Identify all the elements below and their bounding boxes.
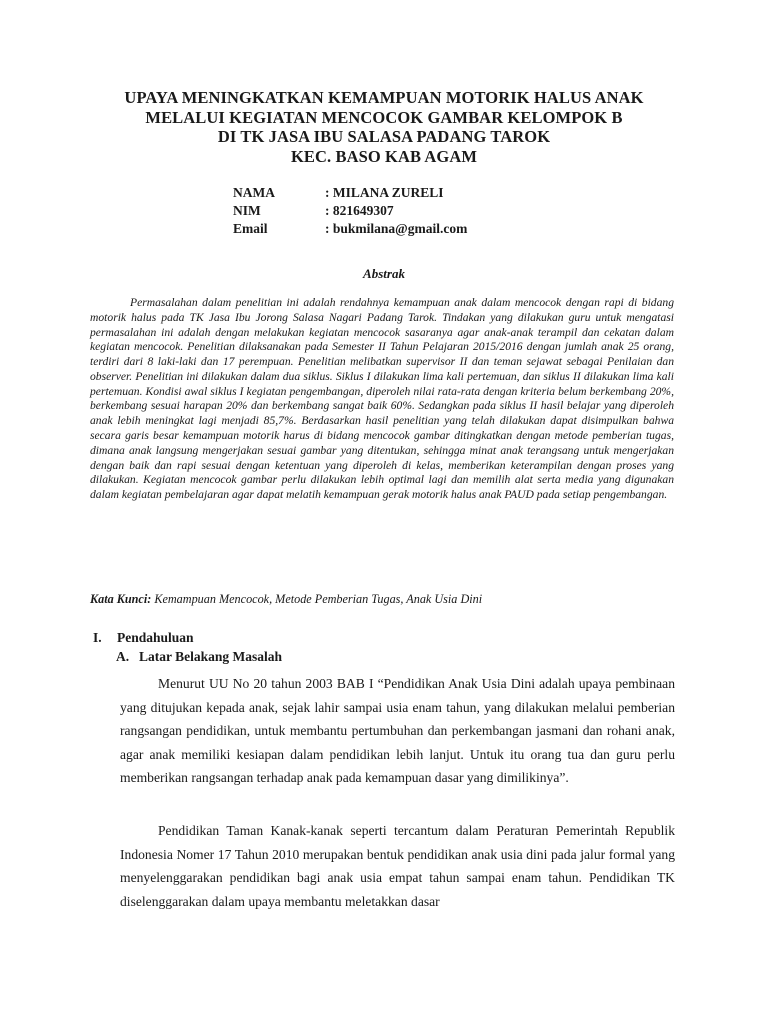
author-info [233, 184, 467, 238]
title-line: MELALUI KEGIATAN MENCOCOK GAMBAR KELOMPOK B [145, 107, 623, 127]
author-email-row [233, 220, 467, 238]
author-nim-value: : 821649307 [325, 203, 394, 218]
author-email-value: : bukmilana@gmail.com [325, 221, 468, 236]
subsection-heading [116, 649, 282, 665]
body-paragraph: Menurut UU No 20 tahun 2003 BAB I “Pendidikan Anak Usia Dini adalah upaya pembinaan yang ditujukan kepada anak, sejak lahir sampai usia enam tahun, yang dilakukan melalui pemberian rangsangan pendidikan, untuk membantu pertumbuhan dan perkembangan jasmani dan rohani anak, agar anak memiliki kesiapan dalam pendidikan lebih lanjut. Untuk itu orang tua dan guru perlu memberikan rangsangan terhadap anak pada kemampuan dasar yang dimilikinya”. [120, 676, 675, 786]
author-nim-row [233, 202, 467, 220]
author-nim-label: NIM [233, 203, 261, 218]
title-line: UPAYA MENINGKATKAN KEMAMPUAN MOTORIK HALUS ANAK [124, 88, 644, 107]
subsection-number: A. [116, 649, 130, 664]
title-line: KEC. BASO KAB AGAM [290, 146, 478, 166]
author-name-label: NAMA [233, 185, 275, 200]
keywords-text: Kemampuan Mencocok, Metode Pemberian Tugas, Anak Usia Dini [151, 592, 483, 606]
keywords-label: Kata Kunci: [90, 592, 152, 606]
section-heading [93, 630, 194, 646]
author-name-row [233, 184, 467, 202]
body-paragraph: Pendidikan Taman Kanak-kanak seperti tercantum dalam Peraturan Pemerintah Republik Indonesia Nomer 17 Tahun 2010 merupakan bentuk pendidikan anak usia dini pada jalur formal yang menyelenggarakan pendidikan bagi anak usia empat tahun sampai enam tahun. Pendidikan TK diselenggarakan dalam upaya membantu meletakkan dasar [120, 823, 675, 909]
abstract-body: Permasalahan dalam penelitian ini adalah rendahnya kemampuan anak dalam mencocok dengan rapi di bidang motorik halus pada TK Jasa Ibu Jorong Salasa Nagari Padang Tarok. Tindakan yang dilakukan guru untuk mengatasi permasalahan ini adalah dengan melakukan kegiatan mencocok sasaranya agar anak-anak terampil dan cekatan dalam kegiatan mencocok. Penelitian dilaksanakan pada Semester II Tahun Pelajaran 2015/2016 dengan jumlah anak 25 orang, terdiri dari 8 laki-laki dan 17 perempuan. Penelitian melibatkan supervisor II dan teman sejawat sebagai Penilaian dan observer. Penelitian ini dilakukan dalam dua siklus. Siklus I dilakukan lima kali pertemuan, dan siklus II dilakukan lima kali pertemuan. Kondisi awal siklus I kegiatan pengembangan, diperoleh nilai rata-rata dengan kriteria belum berkembang 20%, berkembang sesuai harapan 20% dan berkembang sangat baik 60%. Sedangkan pada siklus II hasil belajar yang diperoleh anak lebih meningkat lagi menjadi 85,7%. Berdasarkan hasil penelitian yang telah dilakukan dapat disimpulkan bahwa secara garis besar kemampuan motorik harus di bidang mencocok gambar ditingkatkan dengan metode pemberian tugas, dimana anak langsung mengerjakan sesuai gambar yang ditentukan, sehingga minat anak terangsang untuk mengerjakan dengan baik dan rapi sesuai dengan ketentuan yang diperoleh di kelas, memberikan keterampilan dengan proses yang dilakukan. Kegiatan mencocok gambar perlu dilakukan lebih optimal lagi dan memilih alat serta media yang digunakan dalam kegiatan pembelajaran agar dapat melatih kemampuan gerak motorik halus anak PAUD pada setiap pengembangan. [90, 296, 674, 502]
author-email-label: Email [233, 221, 268, 236]
paper-title [0, 88, 768, 166]
title-line: DI TK JASA IBU SALASA PADANG TAROK [217, 127, 551, 146]
subsection-title: Latar Belakang Masalah [139, 649, 283, 664]
section-number: I. [93, 630, 102, 645]
author-name-value: : MILANA ZURELI [325, 185, 444, 200]
abstract-heading: Abstrak [363, 266, 405, 281]
section-title: Pendahuluan [117, 630, 194, 645]
keywords-line [90, 592, 690, 607]
